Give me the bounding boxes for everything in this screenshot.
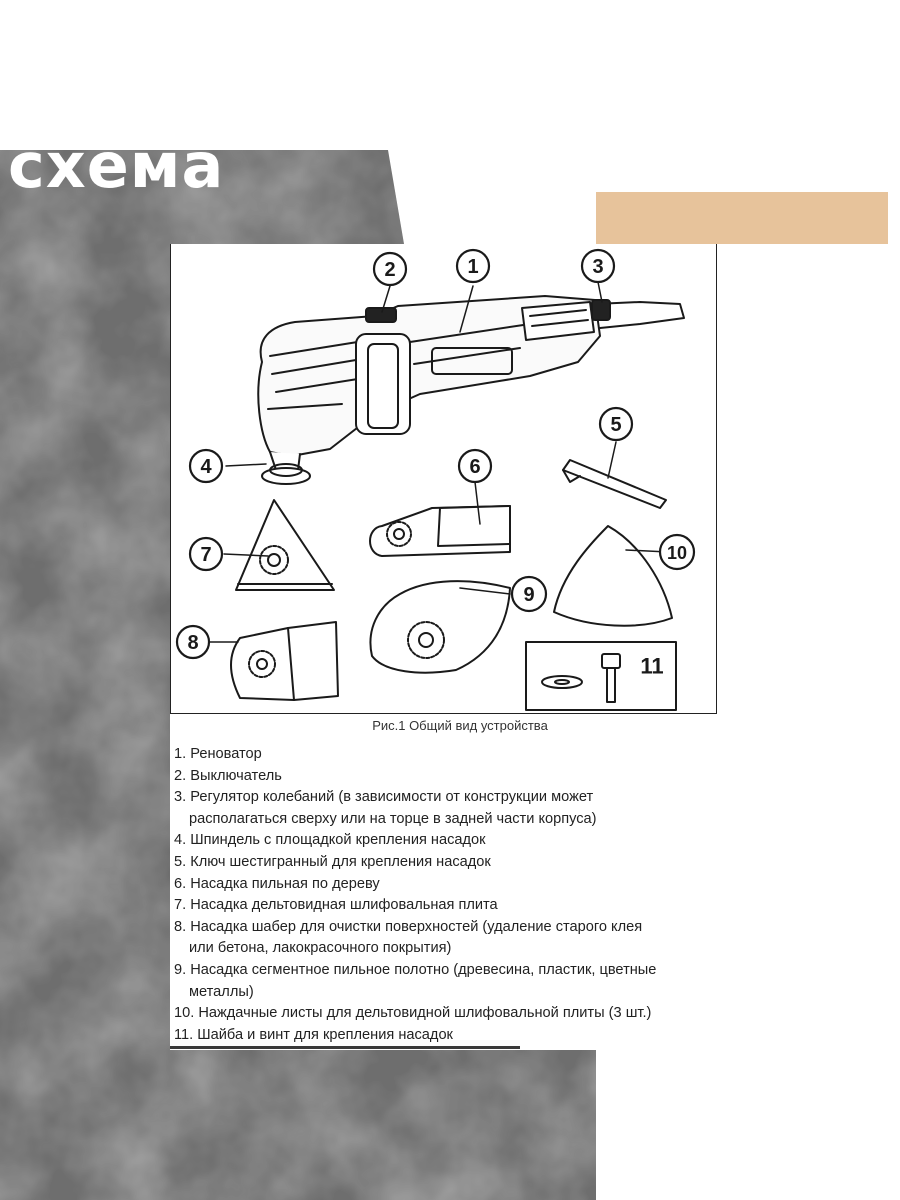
parts-legend [174,744,719,1046]
callout-8: 8 [187,632,199,654]
legend-item: 6. Насадка пильная по дереву [174,875,380,892]
hex-key-drawing [563,460,666,508]
legend-item: 4. Шпиндель с площадкой крепления насадок [174,832,486,849]
wood-saw-blade-drawing [370,506,510,556]
legend-item: 1. Реноватор [174,746,262,762]
legend-item: 8. Насадка шабер для очистки поверхностей (удаление старого клея или бетона, лакокрасочного покрытия) [174,918,643,957]
scheme-panel [170,244,720,1050]
callout-11: 11 [640,653,664,679]
callout-4: 4 [200,456,212,478]
callout-2: 2 [384,259,396,281]
callout-9: 9 [523,584,535,606]
callout-1: 1 [467,256,479,278]
tool-diagram [170,244,720,714]
delta-sanding-plate-drawing [236,500,334,590]
segment-saw-blade-drawing [370,581,510,673]
sanding-sheet-drawing [554,526,672,626]
legend-item: 2. Выключатель [174,767,282,784]
bottom-divider [170,1046,520,1049]
callout-5: 5 [610,414,622,436]
legend-item: 10. Наждачные листы для дельтовидной шлифовальной плиты (3 шт.) [174,1005,652,1022]
figure-caption: Рис.1 Общий вид устройства [372,718,548,733]
callout-6: 6 [469,456,481,478]
scraper-drawing [231,622,338,700]
callout-10: 10 [666,543,688,563]
legend-item: 9. Насадка сегментное пильное полотно (древесина, пластик, цветные металлы) [174,961,657,1000]
legend-item: 7. Насадка дельтовидная шлифовальная плита [174,897,498,914]
page-title: схема [8,129,225,202]
legend-item: 11. Шайба и винт для крепления насадок [174,1026,453,1043]
accent-bar [596,192,888,244]
legend-item: 3. Регулятор колебаний (в зависимости от конструкции может располагаться сверху или на торце в задней части корпуса) [174,789,597,827]
legend-item: 5. Ключ шестигранный для крепления насадок [174,853,491,870]
callout-3: 3 [592,256,604,278]
callout-7: 7 [200,544,212,566]
